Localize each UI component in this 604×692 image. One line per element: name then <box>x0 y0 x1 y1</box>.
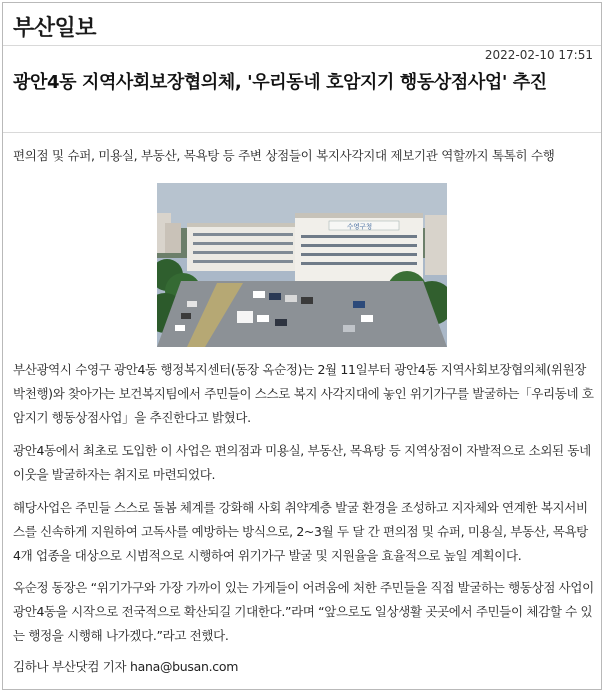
article-subtitle: 편의점 및 슈퍼, 미용실, 부동산, 목욕탕 등 주변 상점들이 복지사각지대 제보기관 역할까지 톡톡히 수행 <box>13 148 555 163</box>
reporter-byline: 김하나 부산닷컴 기자 hana@busan.com <box>13 659 239 674</box>
article-paragraph: 부산광역시 수영구 광안4동 행정복지센터(동장 옥순정)는 2월 11일부터 광안4동 지역사회보장협의체(위원장 박천행)와 찾아가는 보건복지팀에서 주민들이 스스로 복지 사각지대에 놓인 위기가구를 발굴하는「우리동네 호암지기 행동상점사업」을 추진한다고 밝혔다. <box>13 362 594 425</box>
publish-date: 2022-02-10 17:51 <box>484 48 593 62</box>
newspaper-logo[interactable]: 부산일보 <box>13 16 97 41</box>
article-paragraph: 광안4동에서 최초로 도입한 이 사업은 편의점과 미용실, 부동산, 목욕탕 등 지역상점이 자발적으로 소외된 동네 이웃을 발굴하자는 취지로 마련되었다. <box>13 443 591 482</box>
divider <box>3 45 601 46</box>
divider <box>3 132 601 133</box>
building-sign: 수영구청 <box>347 222 373 231</box>
article-page <box>2 2 602 690</box>
article-title: 광안4동 지역사회보장협의체, '우리동네 호암지기 행동상점사업' 추진 <box>13 72 547 93</box>
article-paragraph: 해당사업은 주민들 스스로 돌봄 체계를 강화해 사회 취약계층 발굴 환경을 조성하고 지자체와 연계한 복지서비스를 신속하게 지원하여 고독사를 예방하는 방식으로, 2~3월 두 달 간 편의점 및 슈퍼, 미용실, 부동산, 목욕탕 4개 업종을 대상으로 시범적으로 시행하여 위기가구 발굴 및 지원율을 효율적으로 높일 계획이다. <box>13 500 588 563</box>
article-photo <box>157 183 447 347</box>
article-paragraph: 옥순정 동장은 “위기가구와 가장 가까이 있는 가게들이 어려움에 처한 주민들을 직접 발굴하는 행동상점 사업이 광안4동을 시작으로 전국적으로 확산되길 기대한다.”라며 “앞으로도 일상생활 곳곳에서 주민들이 체감할 수 있는 행정을 시행해 나가겠다.”라고 전했다. <box>13 580 594 643</box>
city-hall-aerial-photo <box>157 183 447 347</box>
